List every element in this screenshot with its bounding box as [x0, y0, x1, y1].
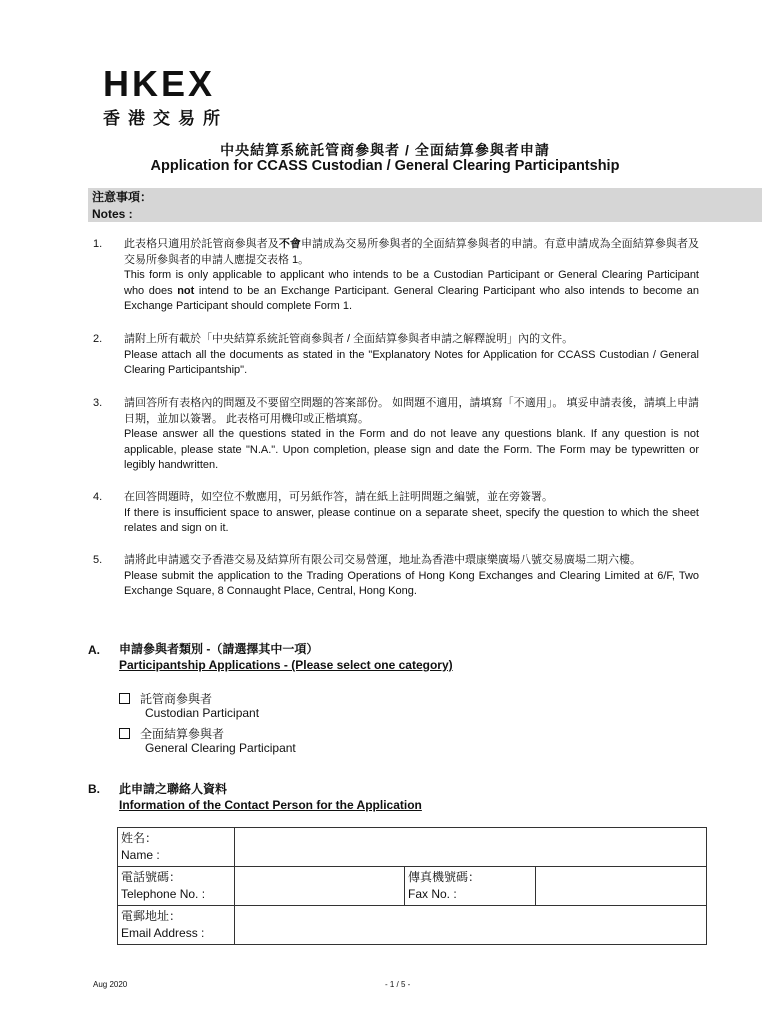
option-general-clearing-participant[interactable]	[119, 727, 296, 755]
note-text-en: Please submit the application to the Trading Operations of Hong Kong Exchanges and Clearing Limited at 6/F, Two Exchange Square, 8 Connaught Place, Central, Hong Kong.	[124, 569, 699, 597]
section-b-heading-zh: 此申請之聯絡人資料	[119, 782, 228, 796]
name-field[interactable]	[235, 828, 707, 867]
note-text-en: If there is insufficient space to answer, please continue on a separate sheet, specify the question to which the sheet relates and sign on it.	[124, 506, 699, 534]
note-text-en: Please answer all the questions stated in the Form and do not leave any questions blank. If any question is not applicable, please state "N.A.". Upon completion, please sign and date the Form. The Form may be typewritten or legibly handwritten.	[124, 428, 699, 471]
notes-header-zh: 注意事項：	[92, 190, 153, 204]
email-label: 電郵地址： Email Address :	[118, 906, 235, 945]
section-b-heading-en: Information of the Contact Person for the Application	[119, 798, 422, 812]
note-text-zh: 在回答問題時，如空位不敷應用，可另紙作答，請在紙上註明問題之編號，並在旁簽署。	[124, 491, 553, 503]
note-text-zh: 此表格只適用於託管商參與者及不會申請成為交易所參與者的全面結算參與者的申請。有意申請成為全面結算參與者及交易所參與者的申請人應提交表格 1。	[124, 238, 700, 266]
section-a-letter: A.	[88, 643, 100, 657]
section-b-heading	[119, 781, 422, 813]
telephone-label: 電話號碼： Telephone No. :	[118, 867, 235, 906]
table-row	[118, 867, 707, 906]
section-b-letter: B.	[88, 782, 100, 796]
telephone-field[interactable]	[235, 867, 405, 906]
note-item-5	[93, 553, 699, 600]
note-item-3	[93, 396, 699, 474]
logo-text-en: HKEX	[103, 63, 216, 104]
name-label: 姓名： Name :	[118, 828, 235, 867]
note-text-en: This form is only applicable to applicant who intends to be a Custodian Participant or General Clearing Participant who does not intend to be an Exchange Participant. General Clearing Participant who also intends to become an Exchange Participant should complete Form 1.	[124, 269, 699, 312]
page-number: - 1 / 5 -	[385, 980, 411, 989]
logo-text-zh: 香港交易所	[103, 109, 228, 128]
notes-header-en: Notes :	[92, 207, 133, 221]
note-item-4	[93, 490, 699, 537]
option-label-en: General Clearing Participant	[145, 741, 296, 755]
note-text-zh: 請回答所有表格內的問題及不要留空問題的答案部份。 如問題不適用，請填寫「不適用」。 填妥申請表後，請填上申請日期，並加以簽署。 此表格可用機印或正楷填寫。	[124, 397, 699, 425]
note-text-zh: 請將此申請遞交予香港交易及結算所有限公司交易營運，地址為香港中環康樂廣場八號交易廣場二期六樓。	[124, 554, 641, 566]
table-row	[118, 828, 707, 867]
note-number: 4.	[93, 491, 103, 503]
hkex-logo	[103, 63, 228, 129]
note-number: 2.	[93, 333, 103, 345]
option-label-zh: 全面結算參與者	[140, 727, 225, 741]
section-a-heading	[119, 641, 453, 673]
option-label-zh: 託管商參與者	[140, 692, 213, 706]
option-label-en: Custodian Participant	[145, 706, 260, 720]
email-field[interactable]	[235, 906, 707, 945]
fax-field[interactable]	[536, 867, 707, 906]
note-number: 3.	[93, 397, 103, 409]
checkbox-custodian-participant[interactable]	[119, 693, 130, 704]
notes-header-bar	[88, 188, 762, 222]
footer-date: Aug 2020	[93, 980, 128, 989]
note-item-1	[93, 237, 699, 315]
fax-label: 傳真機號碼： Fax No. :	[405, 867, 536, 906]
page-title-zh: 中央結算系統託管商參與者 / 全面結算參與者申請	[220, 142, 550, 158]
note-number: 1.	[93, 238, 103, 250]
note-item-2	[93, 332, 699, 379]
page-title-en: Application for CCASS Custodian / General Clearing Participantship	[150, 158, 620, 174]
note-text-en: Please attach all the documents as stated in the "Explanatory Notes for Application for CCASS Custodian / General Clearing Participantship".	[124, 348, 699, 376]
section-a-heading-zh: 申請參與者類別 -（請選擇其中一項）	[119, 642, 319, 656]
table-row	[118, 906, 707, 945]
checkbox-general-clearing-participant[interactable]	[119, 728, 130, 739]
note-text-zh: 請附上所有載於「中央結算系統託管商參與者 / 全面結算參與者申請之解釋說明」內的文件。	[124, 333, 574, 345]
option-custodian-participant[interactable]	[119, 692, 259, 720]
note-number: 5.	[93, 554, 103, 566]
contact-info-table	[117, 827, 707, 945]
section-a-heading-en: Participantship Applications - (Please select one category)	[119, 658, 453, 672]
